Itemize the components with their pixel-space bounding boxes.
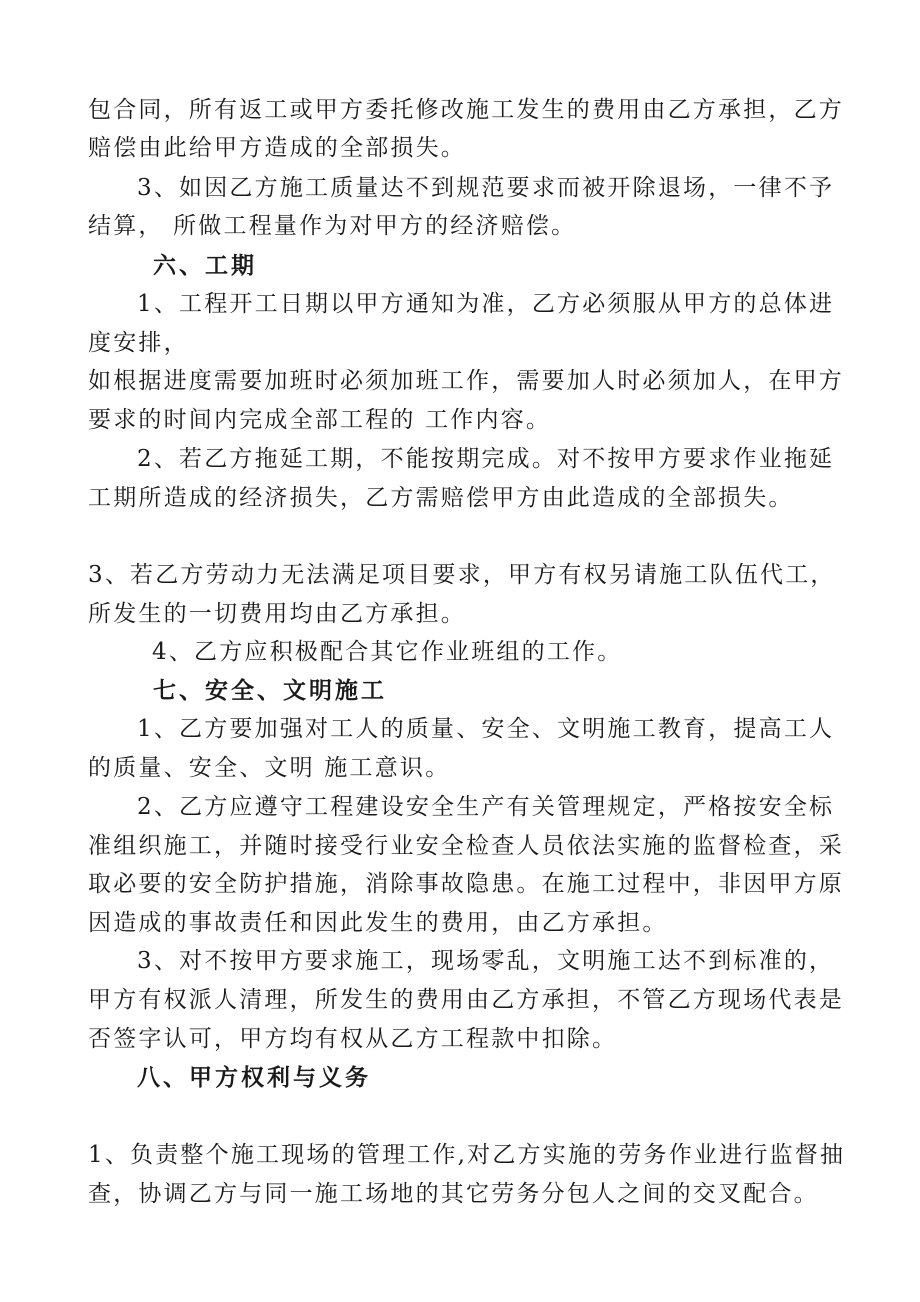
- text-line: 3、对不按甲方要求施工，现场零乱，文明施工达不到标准的，: [137, 948, 835, 974]
- text-line: 3、如因乙方施工质量达不到规范要求而被开除退场，一律不予: [137, 175, 835, 201]
- text-line: 1、工程开工日期以甲方通知为准，乙方必须服从甲方的总体进: [137, 291, 835, 317]
- text-line: 查，协调乙方与同一施工场地的其它劳务分包人之间的交叉配合。: [88, 1181, 819, 1207]
- text-line: 的质量、安全、文明 施工意识。: [88, 755, 451, 781]
- text-line: 2、若乙方拖延工期，不能按期完成。对不按甲方要求作业拖延: [137, 446, 835, 472]
- text-line: 甲方有权派人清理，所发生的费用由乙方承担，不管乙方现场代表是: [88, 987, 844, 1013]
- text-line: 3、若乙方劳动力无法满足项目要求，甲方有权另请施工队伍代工，: [88, 562, 836, 588]
- text-line: 4、乙方应积极配合其它作业班组的工作。: [152, 639, 623, 665]
- text-line: 包合同，所有返工或甲方委托修改施工发生的费用由乙方承担，乙方: [88, 97, 844, 123]
- section-heading-schedule: 六、工期: [153, 252, 257, 279]
- text-line: 工期所造成的经济损失，乙方需赔偿甲方由此造成的全部损失。: [88, 485, 794, 511]
- text-line: 取必要的安全防护措施，消除事故隐患。在施工过程中，非因甲方原: [88, 871, 844, 897]
- text-line: 如根据进度需要加班时必须加班工作，需要加人时必须加人，在甲方: [88, 368, 844, 394]
- text-line: 所发生的一切费用均由乙方承担。: [88, 601, 466, 627]
- text-line: 结算， 所做工程量作为对甲方的经济赔偿。: [88, 213, 577, 239]
- text-line: 准组织施工，并随时接受行业安全检查人员依法实施的监督检查，采: [88, 833, 844, 859]
- text-line: 赔偿由此给甲方造成的全部损失。: [88, 135, 466, 161]
- text-line: 1、负责整个施工现场的管理工作,对乙方实施的劳务作业进行监督抽: [88, 1142, 846, 1168]
- section-heading-safety: 七、安全、文明施工: [153, 677, 387, 704]
- text-line: 1、乙方要加强对工人的质量、安全、文明施工教育，提高工人: [137, 716, 835, 742]
- text-line: 否签字认可，甲方均有权从乙方工程款中扣除。: [88, 1026, 618, 1052]
- text-line: 要求的时间内完成全部工程的 工作内容。: [88, 407, 552, 433]
- text-line: 因造成的事故责任和因此发生的费用，由乙方承担。: [88, 910, 668, 936]
- text-line: 2、乙方应遵守工程建设安全生产有关管理规定，严格按安全标: [137, 794, 835, 820]
- text-line: 度安排，: [88, 330, 189, 356]
- section-heading-party-a: 八、甲方权利与义务: [137, 1064, 371, 1091]
